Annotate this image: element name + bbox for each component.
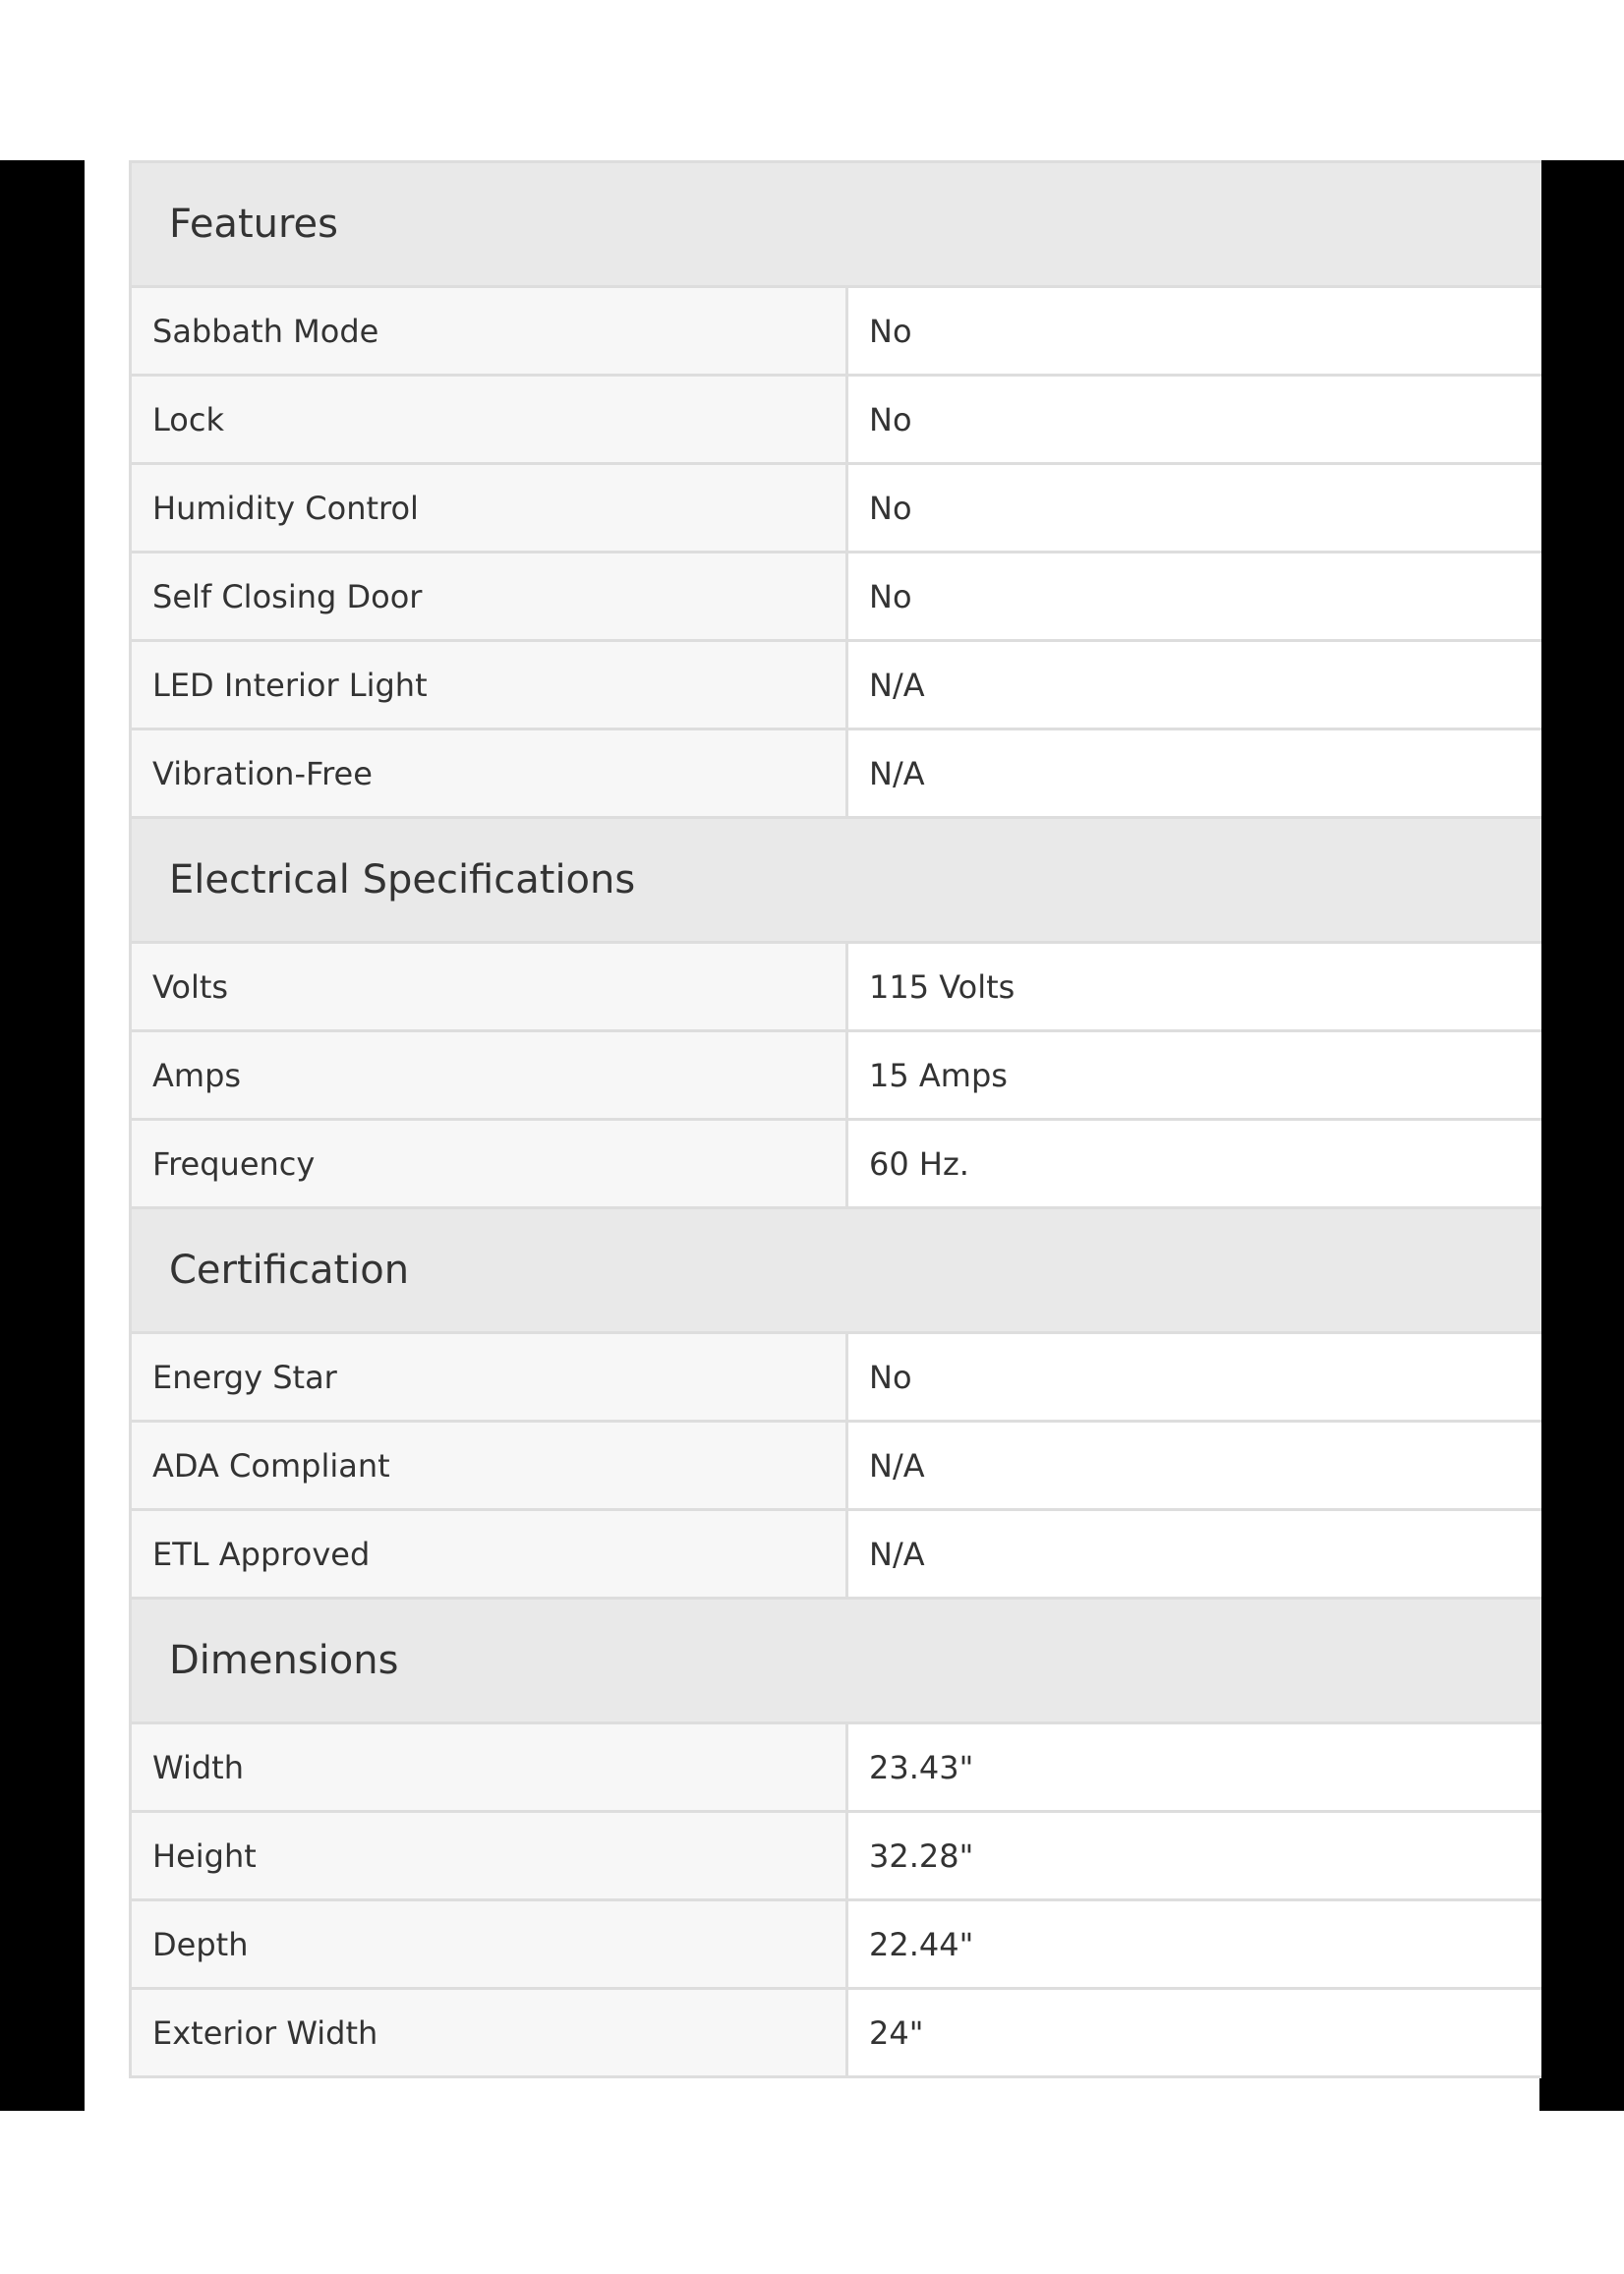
spec-row bbox=[131, 943, 1541, 1031]
spec-label: Frequency bbox=[131, 1120, 847, 1208]
spec-value: No bbox=[847, 553, 1541, 641]
spec-row bbox=[131, 1333, 1541, 1422]
spec-row bbox=[131, 553, 1541, 641]
spec-row bbox=[131, 641, 1541, 729]
spec-label: Self Closing Door bbox=[131, 553, 847, 641]
spec-value: N/A bbox=[847, 1510, 1541, 1599]
spec-value: 115 Volts bbox=[847, 943, 1541, 1031]
spec-row bbox=[131, 376, 1541, 464]
section-title: Electrical Specifications bbox=[131, 818, 1541, 943]
spec-row bbox=[131, 464, 1541, 553]
spec-value: 23.43" bbox=[847, 1723, 1541, 1812]
spec-row bbox=[131, 1422, 1541, 1510]
spec-value: 32.28" bbox=[847, 1812, 1541, 1900]
spec-value: N/A bbox=[847, 641, 1541, 729]
spec-value: No bbox=[847, 376, 1541, 464]
spec-row bbox=[131, 729, 1541, 818]
section-header-dimensions bbox=[131, 1599, 1541, 1723]
spec-label: ADA Compliant bbox=[131, 1422, 847, 1510]
section-header-features bbox=[131, 163, 1541, 287]
spec-label: Exterior Width bbox=[131, 1989, 847, 2077]
spec-value: 24" bbox=[847, 1989, 1541, 2077]
spec-row bbox=[131, 1510, 1541, 1599]
spec-row bbox=[131, 1031, 1541, 1120]
section-title: Dimensions bbox=[131, 1599, 1541, 1723]
spec-label: Width bbox=[131, 1723, 847, 1812]
spec-label: Amps bbox=[131, 1031, 847, 1120]
spec-value: No bbox=[847, 464, 1541, 553]
section-title: Certification bbox=[131, 1208, 1541, 1333]
spec-row bbox=[131, 1989, 1541, 2077]
spec-label: ETL Approved bbox=[131, 1510, 847, 1599]
spec-label: Height bbox=[131, 1812, 847, 1900]
spec-value: 60 Hz. bbox=[847, 1120, 1541, 1208]
spec-label: Lock bbox=[131, 376, 847, 464]
spec-row bbox=[131, 287, 1541, 376]
section-header-electrical bbox=[131, 818, 1541, 943]
spec-value: No bbox=[847, 1333, 1541, 1422]
spec-label: Sabbath Mode bbox=[131, 287, 847, 376]
spec-label: LED Interior Light bbox=[131, 641, 847, 729]
spec-label: Volts bbox=[131, 943, 847, 1031]
spec-value: 15 Amps bbox=[847, 1031, 1541, 1120]
spec-row bbox=[131, 1723, 1541, 1812]
spec-row bbox=[131, 1120, 1541, 1208]
spec-value: 22.44" bbox=[847, 1900, 1541, 1989]
spec-value: N/A bbox=[847, 729, 1541, 818]
spec-label: Vibration-Free bbox=[131, 729, 847, 818]
spec-label: Humidity Control bbox=[131, 464, 847, 553]
section-title: Features bbox=[131, 163, 1541, 287]
spec-label: Energy Star bbox=[131, 1333, 847, 1422]
spec-label: Depth bbox=[131, 1900, 847, 1989]
section-header-certification bbox=[131, 1208, 1541, 1333]
spec-value: N/A bbox=[847, 1422, 1541, 1510]
spec-row bbox=[131, 1900, 1541, 1989]
specifications-table bbox=[129, 160, 1541, 2078]
spec-value: No bbox=[847, 287, 1541, 376]
spec-row bbox=[131, 1812, 1541, 1900]
